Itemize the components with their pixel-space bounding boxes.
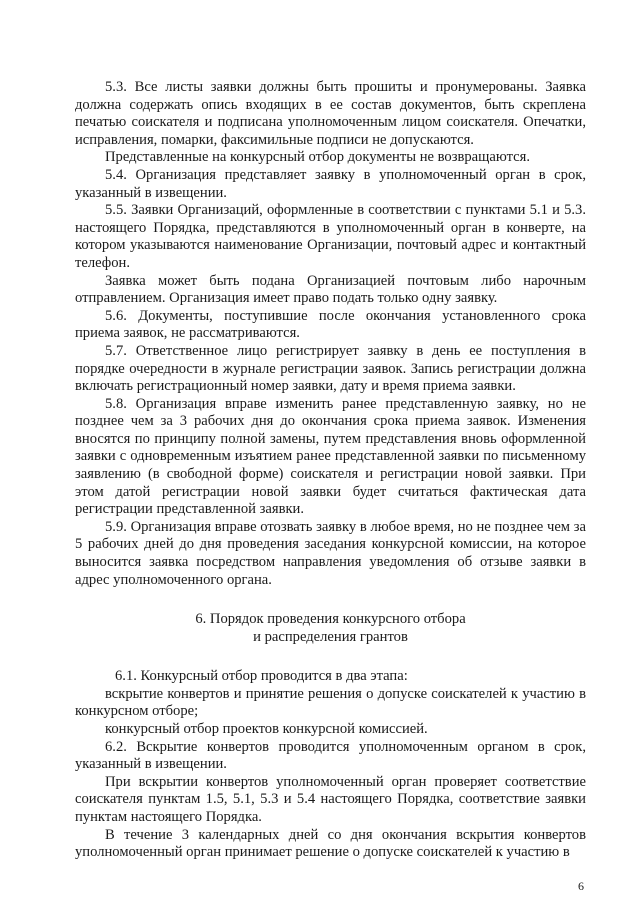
paragraph-5-7: 5.7. Ответственное лицо регистрирует заявку в день ее поступления в порядке очередности в журнале регистрации заявок. Запись регистрации должна включать регистрационный номер заявки, дату и время приема заявки. xyxy=(75,342,586,395)
body-text xyxy=(75,79,586,862)
paragraph-5-5: 5.5. Заявки Организаций, оформленные в соответствии с пунктами 5.1 и 5.3. настоящего Порядка, представляются в уполномоченный орган в конверте, на котором указываются наименование Организации, почтовый адрес и контактный телефон. xyxy=(75,202,586,271)
paragraph-6-1: 6.1. Конкурсный отбор проводится в два этапа: xyxy=(115,668,408,685)
paragraph-stage-2: конкурсный отбор проектов конкурсной комиссией. xyxy=(105,721,428,737)
paragraph-6-2: 6.2. Вскрытие конвертов проводится уполномоченным органом в срок, указанный в извещении. xyxy=(75,738,586,773)
section-heading xyxy=(75,610,586,646)
paragraph-documents-not-returned: Представленные на конкурсный отбор документы не возвращаются. xyxy=(105,149,530,166)
paragraph-submission-method: Заявка может быть подана Организацией почтовым либо нарочным отправлением. Организация имеет право подать только одну заявку. xyxy=(75,272,586,307)
paragraph-5-8: 5.8. Организация вправе изменить ранее представленную заявку, но не позднее чем за 3 рабочих дня до окончания срока приема заявок. Изменения вносятся по принципу полной замены, путем представления вновь оформленной заявки с одновременным изъятием ранее представленной заявки по письменному заявлению (в свободной форме) соискателя и регистрации новой заявки. При этом датой регистрации новой заявки будет считаться фактическая дата регистрации представленной заявки. xyxy=(75,395,586,518)
paragraph-admission-decision: В течение 3 календарных дней со дня окончания вскрытия конвертов уполномоченный орган принимает решение о допуске соискателей к участию в xyxy=(75,826,586,861)
paragraph-5-3: 5.3. Все листы заявки должны быть прошиты и пронумерованы. Заявка должна содержать опись входящих в ее состав документов, быть скреплена печатью соискателя и подписана уполномоченным лицом соискателя. Опечатки, исправления, помарки, факсимильные подписи не допускаются. xyxy=(75,79,586,148)
paragraph-5-4: 5.4. Организация представляет заявку в уполномоченный орган в срок, указанный в извещении. xyxy=(75,166,586,201)
paragraph-stage-1: вскрытие конвертов и принятие решения о допуске соискателей к участию в конкурсном отборе; xyxy=(75,685,586,720)
paragraph-5-9: 5.9. Организация вправе отозвать заявку в любое время, но не позднее чем за 5 рабочих дней до дня проведения заседания конкурсной комиссии, на которое выносится заявка посредством направления уведомления об отзыве заявки в адрес уполномоченного органа. xyxy=(75,518,586,588)
paragraph-5-6: 5.6. Документы, поступившие после окончания установленного срока приема заявок, не рассматриваются. xyxy=(75,307,586,342)
page-number: 6 xyxy=(578,879,584,893)
section-heading-line-2: и распределения грантов xyxy=(253,629,408,646)
section-heading-line-1: 6. Порядок проведения конкурсного отбора xyxy=(195,611,466,628)
paragraph-opening-check: При вскрытии конвертов уполномоченный орган проверяет соответствие соискателя пунктам 1.5, 5.1, 5.3 и 5.4 настоящего Порядка, соответствие заявки пунктам настоящего Порядка. xyxy=(75,773,586,825)
